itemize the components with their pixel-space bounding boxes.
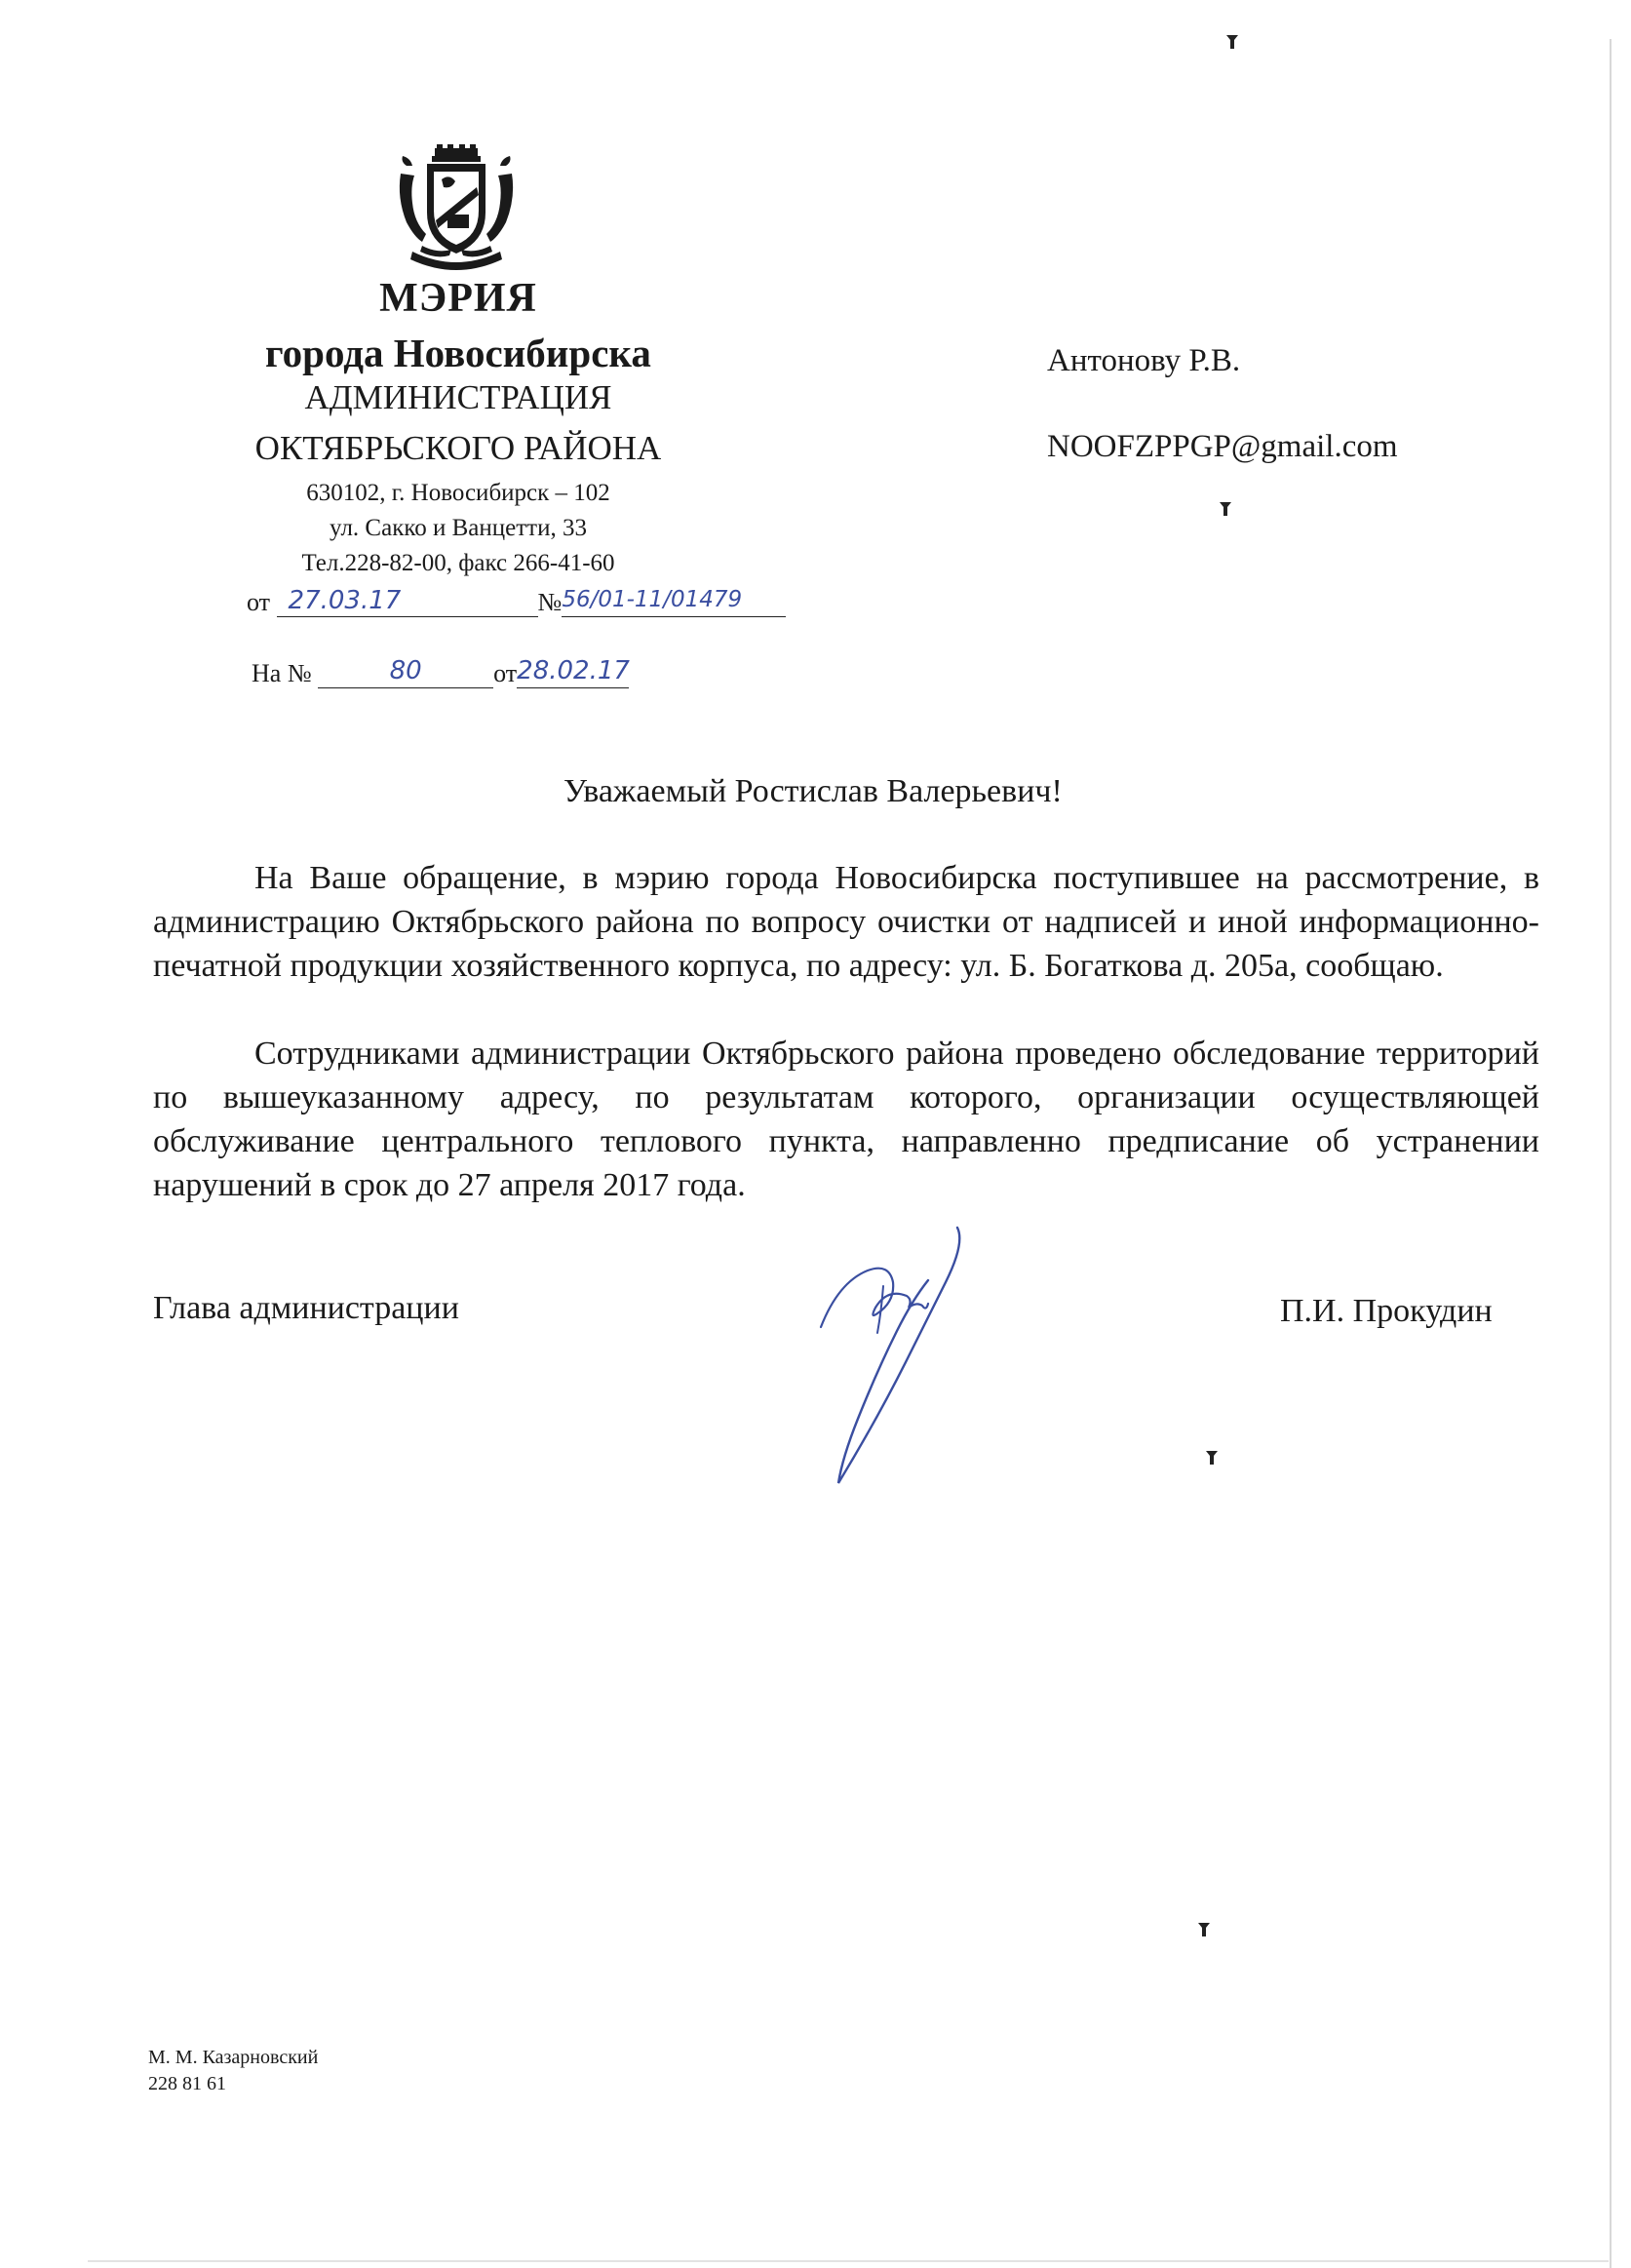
reply-date-handwritten: 28.02.17 <box>517 656 629 688</box>
reply-reference <box>252 656 629 688</box>
greeting: Уважаемый Ростислав Валерьевич! <box>563 773 1063 809</box>
executor-name: М. М. Казарновский <box>148 2047 319 2068</box>
date-label: от <box>247 588 271 616</box>
org-administration: АДМИНИСТРАЦИЯ <box>304 378 612 416</box>
org-address-line: 630102, г. Новосибирск – 102 <box>306 480 610 506</box>
number-label: № <box>537 588 563 616</box>
body-paragraph: На Ваше обращение, в мэрию города Новосибирска поступившее на рассмотрение, в администрацию Октябрьского района по вопросу очистки от надписей и иной информационно-печатной продукции хозяйственного корпуса, по адресу: ул. Б. Богаткова д. 205а, сообщаю. <box>153 860 1539 984</box>
scan-edge-bottom <box>88 2260 1609 2262</box>
recipient-email: NOOFZPPGP@gmail.com <box>1047 429 1398 464</box>
staple-mark-icon <box>1197 1921 1211 1938</box>
city-coat-of-arms-icon <box>393 144 520 281</box>
outgoing-number-handwritten: 56/01-11/01479 <box>562 585 786 617</box>
outgoing-registration <box>247 585 786 617</box>
handwritten-signature <box>819 1224 975 1487</box>
org-city-title: города Новосибирска <box>265 331 651 375</box>
reply-date-label: от <box>493 659 518 687</box>
scan-edge-right <box>1610 39 1612 2268</box>
staple-mark-icon <box>1219 500 1232 518</box>
org-phone-line: Тел.228-82-00, факс 266-41-60 <box>301 550 615 576</box>
recipient-name: Антонову Р.В. <box>1047 343 1241 378</box>
org-name-title: МЭРИЯ <box>379 276 537 321</box>
reply-number-label: На № <box>252 659 312 687</box>
outgoing-date-handwritten: 27.03.17 <box>277 586 538 617</box>
org-address-line: ул. Сакко и Ванцетти, 33 <box>330 515 587 541</box>
signatory-name: П.И. Прокудин <box>1280 1293 1493 1329</box>
staple-mark-icon <box>1205 1449 1219 1466</box>
staple-mark-icon <box>1225 33 1239 51</box>
body-paragraph: Сотрудниками администрации Октябрьского района проведено обследование территорий по вышеуказанному адресу, по результатам которого, организации осуществляющей обслуживание центрального теплового пункта, направленно предписание об устранении нарушений в срок до 27 апреля 2017 года. <box>153 1036 1539 1203</box>
reply-number-handwritten: 80 <box>318 656 493 688</box>
org-district: ОКТЯБРЬСКОГО РАЙОНА <box>254 429 662 467</box>
signatory-title: Глава администрации <box>153 1290 459 1326</box>
executor-phone: 228 81 61 <box>148 2073 226 2094</box>
